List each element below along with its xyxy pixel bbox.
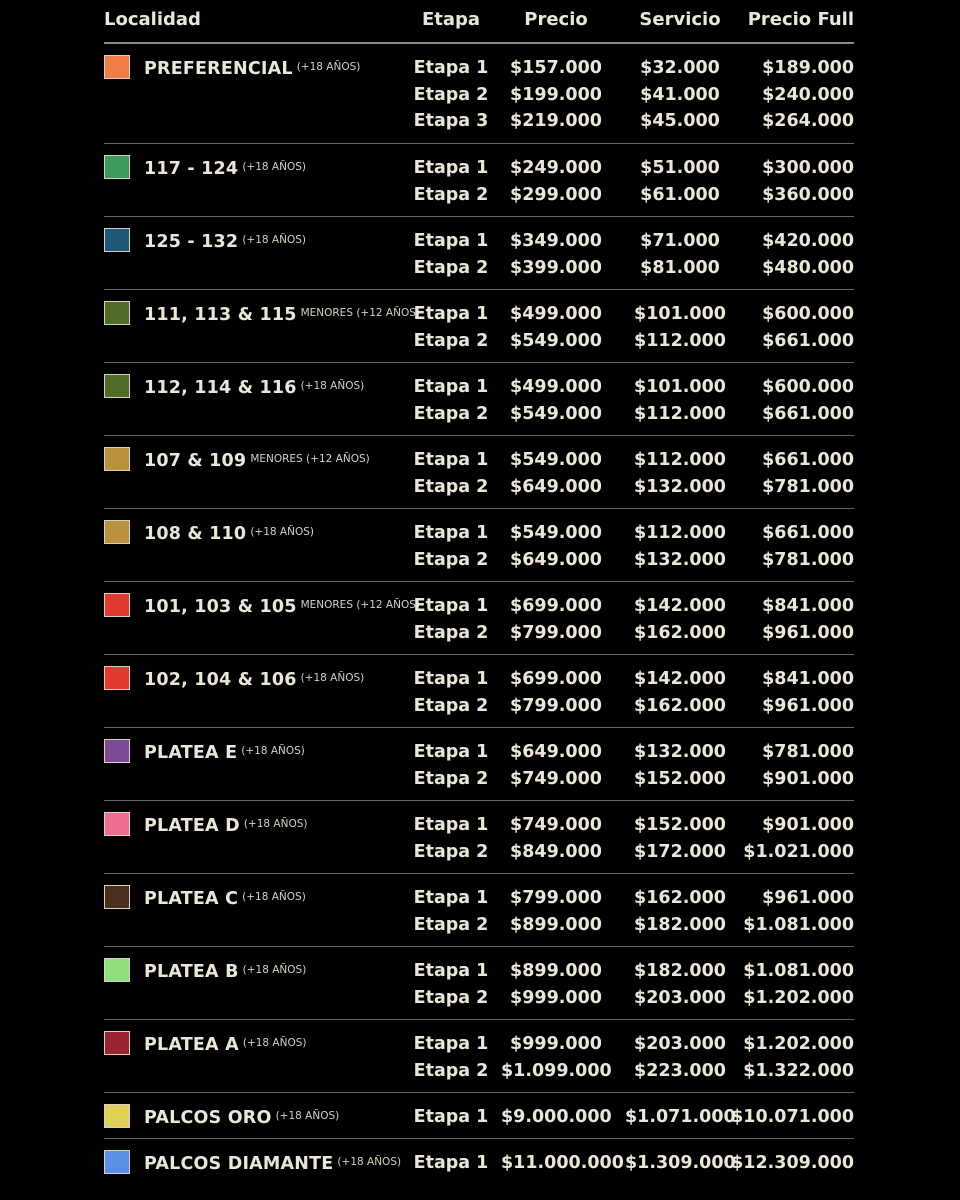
- localidad-age-note: MENORES (+12 AÑOS): [300, 599, 420, 611]
- precio-cell: $849.000: [510, 841, 602, 862]
- precio-cell: $549.000: [510, 403, 602, 424]
- etapa-cell: Etapa 2: [413, 768, 489, 789]
- precio-full-cell: $1.322.000: [743, 1060, 854, 1081]
- table-row-group: [104, 1093, 854, 1139]
- table-row-group: [104, 874, 854, 947]
- table-row: [104, 330, 854, 357]
- localidad-name: 108 & 110: [144, 524, 247, 544]
- precio-cell: $799.000: [510, 622, 602, 643]
- localidad-age-note: (+18 AÑOS): [300, 672, 365, 684]
- localidad-age-note: MENORES (+12 AÑOS): [250, 453, 370, 465]
- localidad-name: 101, 103 & 105: [144, 597, 297, 617]
- etapa-cell: Etapa 2: [413, 914, 489, 935]
- table-row: [104, 84, 854, 111]
- localidad-name: 111, 113 & 115: [144, 305, 297, 325]
- servicio-cell: $41.000: [640, 84, 720, 105]
- precio-full-cell: $661.000: [762, 403, 854, 424]
- etapa-cell: Etapa 2: [413, 695, 489, 716]
- table-row: [104, 57, 854, 84]
- precio-full-cell: $961.000: [762, 622, 854, 643]
- servicio-cell: $132.000: [634, 549, 726, 570]
- header-etapa: Etapa: [421, 9, 481, 30]
- table-row: [104, 1106, 854, 1133]
- precio-full-cell: $1.081.000: [743, 961, 854, 981]
- precio-full-cell: $1.081.000: [743, 914, 854, 935]
- etapa-cell: Etapa 2: [413, 987, 489, 1008]
- etapa-cell: Etapa 1: [413, 58, 489, 78]
- etapa-cell: Etapa 1: [413, 450, 489, 470]
- table-row: [104, 549, 854, 576]
- servicio-cell: $101.000: [634, 304, 726, 324]
- servicio-cell: $182.000: [634, 914, 726, 935]
- precio-full-cell: $841.000: [762, 596, 854, 616]
- precio-cell: $799.000: [510, 888, 602, 908]
- precio-cell: $349.000: [510, 231, 602, 251]
- precio-cell: $999.000: [510, 1034, 602, 1054]
- price-table: [104, 0, 854, 1185]
- localidad-age-note: (+18 AÑOS): [243, 818, 308, 830]
- header-servicio: Servicio: [639, 9, 721, 30]
- servicio-cell: $142.000: [634, 669, 726, 689]
- servicio-cell: $1.071.000: [625, 1107, 736, 1127]
- localidad-age-note: MENORES (+12 AÑOS): [300, 307, 420, 319]
- localidad-age-note: (+18 AÑOS): [275, 1110, 340, 1122]
- table-row: [104, 668, 854, 695]
- localidad-age-note: (+18 AÑOS): [250, 526, 314, 538]
- localidad-name: 112, 114 & 116: [144, 378, 297, 398]
- etapa-cell: Etapa 2: [413, 84, 489, 105]
- precio-full-cell: $1.202.000: [743, 987, 854, 1008]
- etapa-cell: Etapa 1: [413, 304, 489, 324]
- precio-cell: $649.000: [510, 476, 602, 497]
- servicio-cell: $203.000: [634, 1034, 726, 1054]
- precio-full-cell: $781.000: [762, 742, 854, 762]
- localidad-age-note: (+18 AÑOS): [242, 234, 306, 246]
- servicio-cell: $32.000: [640, 58, 720, 78]
- table-row: [104, 595, 854, 622]
- precio-full-cell: $961.000: [762, 888, 854, 908]
- precio-full-cell: $661.000: [762, 450, 854, 470]
- precio-cell: $899.000: [510, 961, 602, 981]
- etapa-cell: Etapa 2: [413, 184, 489, 205]
- table-row-group: [104, 801, 854, 874]
- table-row: [104, 1060, 854, 1087]
- table-row-group: [104, 509, 854, 582]
- etapa-cell: Etapa 1: [413, 742, 489, 762]
- precio-full-cell: $10.071.000: [731, 1107, 854, 1127]
- servicio-cell: $51.000: [640, 158, 720, 178]
- precio-cell: $499.000: [510, 377, 602, 397]
- etapa-cell: Etapa 2: [413, 1060, 489, 1081]
- table-row: [104, 449, 854, 476]
- servicio-cell: $132.000: [634, 742, 726, 762]
- etapa-cell: Etapa 1: [413, 815, 489, 835]
- localidad-age-note: (+18 AÑOS): [242, 161, 306, 173]
- localidad-name: 102, 104 & 106: [144, 670, 297, 690]
- precio-cell: $999.000: [510, 987, 602, 1008]
- table-row: [104, 230, 854, 257]
- servicio-cell: $172.000: [634, 841, 726, 862]
- table-row-group: [104, 436, 854, 509]
- servicio-cell: $162.000: [634, 695, 726, 716]
- precio-cell: $499.000: [510, 304, 602, 324]
- precio-full-cell: $1.202.000: [743, 1034, 854, 1054]
- precio-full-cell: $901.000: [762, 768, 854, 789]
- etapa-cell: Etapa 2: [413, 841, 489, 862]
- precio-cell: $649.000: [510, 549, 602, 570]
- precio-cell: $749.000: [510, 815, 602, 835]
- table-row-group: [104, 1139, 854, 1185]
- servicio-cell: $112.000: [634, 523, 726, 543]
- localidad-age-note: (+18 AÑOS): [337, 1156, 402, 1168]
- servicio-cell: $1.309.000: [625, 1153, 736, 1173]
- table-row: [104, 522, 854, 549]
- etapa-cell: Etapa 1: [413, 523, 489, 543]
- precio-cell: $549.000: [510, 523, 602, 543]
- table-row: [104, 157, 854, 184]
- etapa-cell: Etapa 1: [413, 669, 489, 689]
- servicio-cell: $61.000: [640, 184, 720, 205]
- precio-full-cell: $12.309.000: [731, 1153, 854, 1173]
- precio-cell: $549.000: [510, 330, 602, 351]
- servicio-cell: $71.000: [640, 231, 720, 251]
- table-row: [104, 841, 854, 868]
- precio-full-cell: $600.000: [762, 377, 854, 397]
- precio-full-cell: $1.021.000: [743, 841, 854, 862]
- localidad-name: PLATEA E: [144, 743, 238, 763]
- precio-cell: $549.000: [510, 450, 602, 470]
- servicio-cell: $152.000: [634, 768, 726, 789]
- precio-full-cell: $420.000: [762, 231, 854, 251]
- table-row: [104, 914, 854, 941]
- table-row: [104, 1033, 854, 1060]
- servicio-cell: $182.000: [634, 961, 726, 981]
- etapa-cell: Etapa 1: [413, 1107, 489, 1127]
- servicio-cell: $162.000: [634, 622, 726, 643]
- etapa-cell: Etapa 1: [413, 158, 489, 178]
- servicio-cell: $112.000: [634, 403, 726, 424]
- table-row-group: [104, 1020, 854, 1093]
- etapa-cell: Etapa 1: [413, 596, 489, 616]
- precio-full-cell: $661.000: [762, 523, 854, 543]
- servicio-cell: $203.000: [634, 987, 726, 1008]
- table-row: [104, 814, 854, 841]
- table-row-group: [104, 217, 854, 290]
- precio-full-cell: $300.000: [762, 158, 854, 178]
- table-row: [104, 622, 854, 649]
- table-row-group: [104, 728, 854, 801]
- localidad-age-note: (+18 AÑOS): [300, 380, 365, 392]
- localidad-name: PLATEA A: [144, 1035, 239, 1055]
- precio-cell: $399.000: [510, 257, 602, 278]
- precio-cell: $249.000: [510, 158, 602, 178]
- servicio-cell: $112.000: [634, 450, 726, 470]
- table-row-group: [104, 363, 854, 436]
- precio-cell: $11.000.000: [501, 1153, 624, 1173]
- precio-cell: $9.000.000: [501, 1107, 612, 1127]
- table-row: [104, 184, 854, 211]
- table-row: [104, 376, 854, 403]
- precio-cell: $899.000: [510, 914, 602, 935]
- table-row: [104, 1152, 854, 1179]
- localidad-name: 107 & 109: [144, 451, 247, 471]
- precio-full-cell: $781.000: [762, 476, 854, 497]
- servicio-cell: $81.000: [640, 257, 720, 278]
- localidad-name: PREFERENCIAL: [144, 59, 293, 79]
- table-row-group: [104, 144, 854, 217]
- precio-full-cell: $189.000: [762, 58, 854, 78]
- etapa-cell: Etapa 1: [413, 1153, 489, 1173]
- etapa-cell: Etapa 2: [413, 330, 489, 351]
- precio-cell: $699.000: [510, 596, 602, 616]
- precio-full-cell: $781.000: [762, 549, 854, 570]
- etapa-cell: Etapa 2: [413, 403, 489, 424]
- precio-cell: $1.099.000: [501, 1060, 612, 1081]
- table-row: [104, 768, 854, 795]
- precio-full-cell: $480.000: [762, 257, 854, 278]
- servicio-cell: $162.000: [634, 888, 726, 908]
- precio-cell: $199.000: [510, 84, 602, 105]
- servicio-cell: $152.000: [634, 815, 726, 835]
- precio-full-cell: $240.000: [762, 84, 854, 105]
- etapa-cell: Etapa 1: [413, 231, 489, 251]
- table-row: [104, 476, 854, 503]
- precio-full-cell: $901.000: [762, 815, 854, 835]
- precio-full-cell: $360.000: [762, 184, 854, 205]
- localidad-name: PLATEA D: [144, 816, 240, 836]
- table-row-group: [104, 44, 854, 144]
- precio-full-cell: $661.000: [762, 330, 854, 351]
- table-row-group: [104, 655, 854, 728]
- etapa-cell: Etapa 1: [413, 377, 489, 397]
- localidad-age-note: (+18 AÑOS): [242, 891, 306, 903]
- table-row: [104, 887, 854, 914]
- precio-cell: $157.000: [510, 58, 602, 78]
- table-row-group: [104, 582, 854, 655]
- table-row: [104, 403, 854, 430]
- precio-cell: $649.000: [510, 742, 602, 762]
- localidad-name: PALCOS DIAMANTE: [144, 1154, 334, 1174]
- precio-cell: $299.000: [510, 184, 602, 205]
- servicio-cell: $101.000: [634, 377, 726, 397]
- precio-full-cell: $841.000: [762, 669, 854, 689]
- localidad-age-note: (+18 AÑOS): [296, 61, 361, 73]
- table-row: [104, 695, 854, 722]
- etapa-cell: Etapa 2: [413, 549, 489, 570]
- etapa-cell: Etapa 2: [413, 622, 489, 643]
- header-precio-full: Precio Full: [747, 9, 854, 30]
- servicio-cell: $132.000: [634, 476, 726, 497]
- localidad-name: PALCOS ORO: [144, 1108, 272, 1128]
- table-row-group: [104, 947, 854, 1020]
- etapa-cell: Etapa 1: [413, 888, 489, 908]
- table-row: [104, 960, 854, 987]
- precio-full-cell: $961.000: [762, 695, 854, 716]
- localidad-name: 117 - 124: [144, 159, 239, 179]
- table-body: [104, 44, 854, 1185]
- localidad-name: PLATEA C: [144, 889, 239, 909]
- precio-full-cell: $600.000: [762, 304, 854, 324]
- precio-cell: $219.000: [510, 111, 602, 131]
- table-row: [104, 987, 854, 1014]
- localidad-name: PLATEA B: [144, 962, 239, 982]
- servicio-cell: $45.000: [640, 111, 720, 131]
- table-row: [104, 110, 854, 137]
- table-row: [104, 257, 854, 284]
- precio-cell: $799.000: [510, 695, 602, 716]
- etapa-cell: Etapa 1: [413, 961, 489, 981]
- precio-cell: $749.000: [510, 768, 602, 789]
- servicio-cell: $142.000: [634, 596, 726, 616]
- servicio-cell: $223.000: [634, 1060, 726, 1081]
- table-header: [104, 0, 854, 44]
- localidad-age-note: (+18 AÑOS): [242, 964, 307, 976]
- etapa-cell: Etapa 2: [413, 476, 489, 497]
- table-row: [104, 303, 854, 330]
- table-row: [104, 741, 854, 768]
- etapa-cell: Etapa 2: [413, 257, 489, 278]
- servicio-cell: $112.000: [634, 330, 726, 351]
- localidad-age-note: (+18 AÑOS): [242, 1037, 307, 1049]
- etapa-cell: Etapa 3: [413, 111, 489, 131]
- table-row-group: [104, 290, 854, 363]
- localidad-age-note: (+18 AÑOS): [241, 745, 305, 757]
- etapa-cell: Etapa 1: [413, 1034, 489, 1054]
- localidad-name: 125 - 132: [144, 232, 239, 252]
- header-localidad: Localidad: [104, 9, 201, 30]
- precio-cell: $699.000: [510, 669, 602, 689]
- precio-full-cell: $264.000: [762, 111, 854, 131]
- header-precio: Precio: [524, 9, 588, 30]
